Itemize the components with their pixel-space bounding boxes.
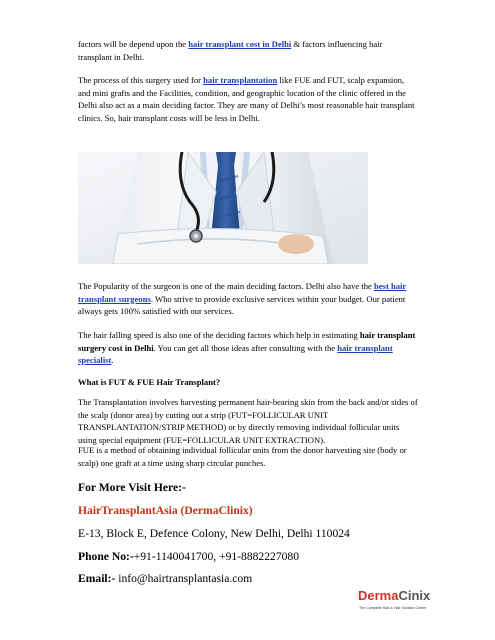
text: FUE is a method of obtaining individual follicular units from the donor harvesting site (body or scalp) one graft at a time using sharp circular punches. xyxy=(78,445,407,468)
section-heading-fut-fue xyxy=(78,376,418,389)
text: . Who strive to provide exclusive services within your budget. Our patient always gets 100% satisfied with our services. xyxy=(78,293,406,317)
text: factors will be depend upon the xyxy=(78,39,189,49)
link-best-hair-transplant-surgeons[interactable]: best hair transplant surgeons xyxy=(78,281,407,304)
phone-value: +91-1140041700, +91-8882227080 xyxy=(133,550,300,563)
paragraph-fue-method xyxy=(78,444,418,469)
dermaclinix-logo xyxy=(358,586,438,612)
phone-line xyxy=(78,549,299,564)
dermaclinix-logo-icon xyxy=(358,586,438,612)
paragraph-process xyxy=(78,74,418,124)
logo-part-derma: Derma xyxy=(358,588,399,603)
brand-name: HairTransplantAsia (DermaClinix) xyxy=(78,504,253,517)
text: . xyxy=(111,355,114,366)
text: like FUE and FUT, scalp expansion, and mini grafts and the Facilities, condition, and geographic location of the clinic offered in the Delhi also act as a main deciding factor. They are many of Delhi’s most reasonable hair transplant clinics. So, hair transplant costs will be less in Delhi. xyxy=(78,75,415,123)
text: & factors influencing hair transplant in Delhi. xyxy=(78,39,383,62)
logo-tagline: The Complete Skin & Hair Solution Center xyxy=(359,606,427,610)
svg-text:DermaCinix xyxy=(358,588,431,603)
link-hair-transplant-specialist[interactable]: hair transplant specialist xyxy=(78,342,393,366)
text: The hair falling speed is also one of the deciding factors which help in estimating xyxy=(78,330,360,340)
text: The Popularity of the surgeon is one of the main deciding factors. Delhi also have the xyxy=(78,281,375,291)
email-value: info@hairtransplantasia.com xyxy=(115,572,253,585)
address: E-13, Block E, Defence Colony, New Delhi, Delhi 110024 xyxy=(78,527,350,540)
doctor-photo xyxy=(78,152,368,264)
link-hair-transplant-cost-delhi[interactable]: hair transplant cost in Delhi xyxy=(188,39,292,49)
link-hair-transplantation[interactable]: hair transplantation xyxy=(203,75,278,85)
phone-label: Phone No:- xyxy=(78,550,134,563)
doctor-with-stethoscope-illustration xyxy=(78,152,368,264)
paragraph-surgeon-popularity xyxy=(78,280,418,318)
text: The Transplantation involves harvesting permanent hair-bearing skin from the back and/or sides of the scalp (donor area) by cutting out a strip (FUT=FOLLICULAR UNIT TRANSPLANTATION/STRIP METHOD) or by directly removing individual follicular units using special equipment (FUE=FOLLICULAR UNIT EXTRACTION). xyxy=(78,397,418,445)
paragraph-cost-factors xyxy=(78,38,418,63)
email-label: Email:- xyxy=(78,572,116,585)
bold-text: hair transplant surgery cost in Delhi xyxy=(78,330,416,353)
email-line xyxy=(78,571,252,586)
text: The process of this surgery used for xyxy=(78,75,204,85)
heading-text: What is FUT & FUE Hair Transplant? xyxy=(78,377,221,387)
logo-part-c: C xyxy=(398,588,408,603)
text: . You can get all those ideas after consulting with the xyxy=(153,342,338,353)
paragraph-transplantation xyxy=(78,396,418,446)
logo-part-inix: inix xyxy=(407,588,431,603)
visit-heading: For More Visit Here:- xyxy=(78,481,186,494)
paragraph-hair-falling-speed xyxy=(78,329,418,367)
